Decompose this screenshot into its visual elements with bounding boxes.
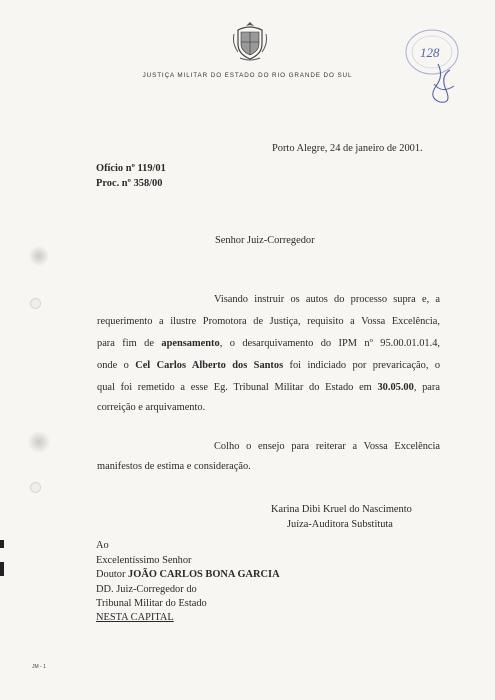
recipient-line-5: Tribunal Militar do Estado — [96, 598, 207, 609]
paragraph-1-line-5: qual foi remetido a esse Eg. Tribunal Militar do Estado em 30.05.00, para — [97, 382, 440, 393]
institution-header: JUSTIÇA MILITAR DO ESTADO DO RIO GRANDE DO SUL — [142, 72, 353, 79]
punch-hole — [30, 298, 41, 309]
emphasis-date: 30.05.00 — [377, 382, 414, 393]
recipient-line-3: Doutor JOÃO CARLOS BONA GARCIA — [96, 569, 280, 580]
recipient-line-4: DD. Juiz-Corregedor do — [96, 584, 197, 595]
form-code: JM - 1 — [32, 664, 46, 670]
recipient-line-6: NESTA CAPITAL — [96, 612, 174, 623]
emphasis-apensamento: apensamento — [161, 338, 220, 349]
scan-edge-mark — [0, 562, 4, 576]
recipient-line-2: Excelentíssimo Senhor — [96, 555, 192, 566]
process-number: Proc. nº 358/00 — [96, 178, 163, 189]
paragraph-1-line-1: Visando instruir os autos do processo supra e, a — [214, 294, 440, 305]
paragraph-1-line-3: para fim de apensamento, o desarquivamento do IPM nº 95.00.01.01.4, — [97, 338, 440, 349]
stamp-number: 128 — [420, 45, 440, 60]
recipient-line-1: Ao — [96, 540, 109, 551]
paragraph-1-line-2: requerimento a ilustre Promotora de Justiça, requisito a Vossa Excelência, — [97, 316, 440, 327]
signature-title: Juíza-Auditora Substituta — [287, 519, 393, 530]
scan-edge-mark — [0, 540, 4, 548]
paragraph-1-line-4: onde o Cel Carlos Alberto dos Santos foi indiciado por prevaricação, o — [97, 360, 441, 371]
protocol-stamp — [398, 24, 468, 124]
emphasis-name: Cel Carlos Alberto dos Santos — [135, 360, 284, 371]
date-line: Porto Alegre, 24 de janeiro de 2001. — [272, 143, 423, 154]
salutation: Senhor Juiz-Corregedor — [215, 235, 315, 246]
punch-smudge — [28, 430, 50, 454]
punch-smudge — [28, 246, 50, 266]
signature-name: Karina Dibi Kruel do Nascimento — [271, 504, 412, 515]
paragraph-2-line-2: manifestos de estima e consideração. — [97, 461, 251, 472]
punch-hole — [30, 482, 41, 493]
paragraph-1-line-6: correição e arquivamento. — [97, 402, 206, 413]
oficio-number: Ofício nº 119/01 — [96, 163, 166, 174]
recipient-name: JOÃO CARLOS BONA GARCIA — [128, 569, 280, 580]
paragraph-2-line-1: Colho o ensejo para reiterar a Vossa Excelência — [214, 441, 440, 452]
coat-of-arms-emblem — [232, 20, 268, 62]
